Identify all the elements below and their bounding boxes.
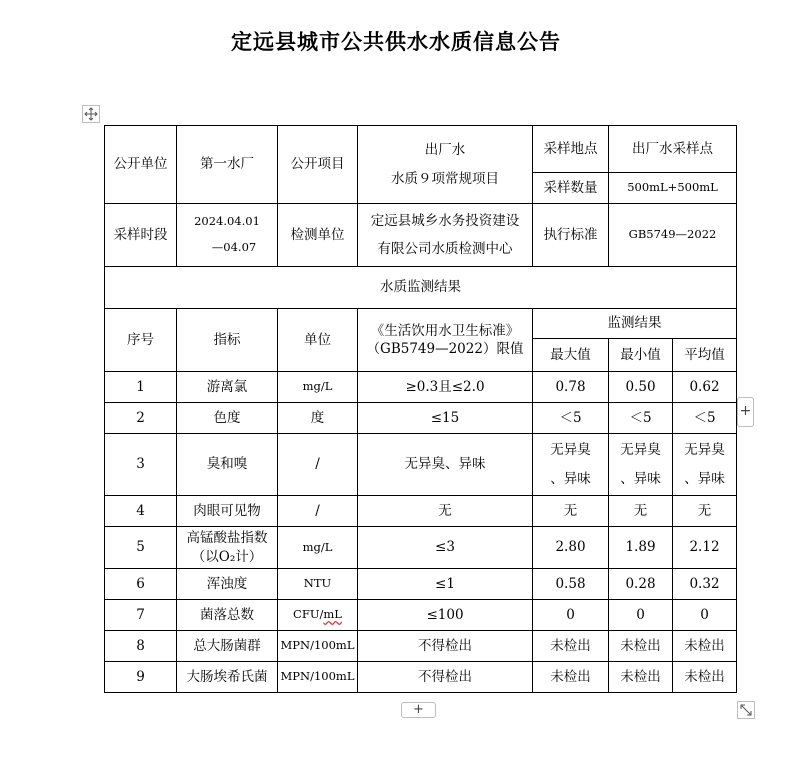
cell-unit: / bbox=[278, 434, 358, 496]
cell-limit: ≤3 bbox=[358, 527, 533, 569]
cell-min: 未检出 bbox=[609, 662, 673, 693]
header-results: 监测结果 bbox=[533, 309, 737, 339]
header-unit: 单位 bbox=[278, 309, 358, 372]
value-testing-unit-line1: 定远县城乡水务投资建设 bbox=[370, 212, 520, 229]
table-row bbox=[105, 569, 737, 600]
value-publishing-unit: 第一水厂 bbox=[177, 126, 278, 204]
header-indicator: 指标 bbox=[177, 309, 278, 372]
cell-avg-line1: 无异臭 bbox=[684, 442, 725, 459]
label-sampling-period: 采样时段 bbox=[105, 204, 177, 267]
label-publishing-item: 公开项目 bbox=[278, 126, 358, 204]
cell-limit: ≤15 bbox=[358, 403, 533, 434]
label-testing-unit: 检测单位 bbox=[278, 204, 358, 267]
water-quality-table bbox=[104, 125, 737, 693]
info-row-1a bbox=[105, 126, 737, 173]
value-sampling-period-line1: 2024.04.01 bbox=[194, 214, 260, 229]
cell-unit-prefix: CFU/ bbox=[293, 607, 324, 622]
cell-unit: NTU bbox=[278, 569, 358, 600]
cell-indicator: 总大肠菌群 bbox=[177, 631, 278, 662]
spellcheck-underline-text[interactable]: mL bbox=[323, 607, 342, 622]
cell-indicator: 大肠埃希氏菌 bbox=[177, 662, 278, 693]
cell-no: 5 bbox=[105, 527, 177, 569]
header-min: 最小值 bbox=[609, 339, 673, 372]
cell-min: 1.89 bbox=[609, 527, 673, 569]
value-publishing-item-line2: 水质９项常规项目 bbox=[391, 170, 499, 187]
cell-indicator: 游离氯 bbox=[177, 372, 278, 403]
label-sampling-site: 采样地点 bbox=[533, 126, 609, 173]
table-row bbox=[105, 527, 737, 569]
cell-no: 8 bbox=[105, 631, 177, 662]
table-resize-handle[interactable] bbox=[737, 701, 755, 719]
cell-no: 6 bbox=[105, 569, 177, 600]
table-row bbox=[105, 434, 737, 496]
cell-indicator: 色度 bbox=[177, 403, 278, 434]
cell-indicator bbox=[177, 527, 278, 569]
label-publishing-unit: 公开单位 bbox=[105, 126, 177, 204]
cell-min bbox=[609, 434, 673, 496]
cell-unit: 度 bbox=[278, 403, 358, 434]
cell-no: 4 bbox=[105, 496, 177, 527]
header-limit-line1: 《生活饮用水卫生标准》 bbox=[370, 322, 520, 339]
label-standard: 执行标准 bbox=[533, 204, 609, 267]
value-sampling-site: 出厂水采样点 bbox=[609, 126, 737, 173]
header-limit bbox=[358, 309, 533, 372]
section-row bbox=[105, 267, 737, 309]
cell-avg: 0.62 bbox=[673, 372, 737, 403]
header-limit-line2: （GB5749—2022）限值 bbox=[366, 341, 524, 357]
table-row bbox=[105, 662, 737, 693]
value-sampling-period-line2: —04.07 bbox=[211, 240, 257, 254]
cell-avg-line2: 、异味 bbox=[684, 470, 725, 487]
info-row-2 bbox=[105, 204, 737, 267]
cell-max: 2.80 bbox=[533, 527, 609, 569]
cell-limit: 不得检出 bbox=[358, 631, 533, 662]
cell-limit: 无异臭、异味 bbox=[358, 434, 533, 496]
cell-no: 9 bbox=[105, 662, 177, 693]
header-max: 最大值 bbox=[533, 339, 609, 372]
table-row bbox=[105, 403, 737, 434]
add-row-button[interactable]: + bbox=[401, 702, 436, 718]
cell-max: 未检出 bbox=[533, 631, 609, 662]
cell-limit: 不得检出 bbox=[358, 662, 533, 693]
cell-unit: mg/L bbox=[278, 372, 358, 403]
table-row bbox=[105, 496, 737, 527]
resize-icon bbox=[738, 702, 754, 718]
cell-limit: ≥0.3且≤2.0 bbox=[358, 372, 533, 403]
cell-unit: MPN/100mL bbox=[278, 662, 358, 693]
cell-min: 未检出 bbox=[609, 631, 673, 662]
value-sample-quantity: 500mL+500mL bbox=[609, 173, 737, 204]
cell-unit bbox=[278, 600, 358, 631]
table-move-handle[interactable] bbox=[82, 105, 100, 123]
value-sampling-period bbox=[177, 204, 278, 267]
cell-max-line2: 、异味 bbox=[550, 470, 591, 487]
cell-avg: 未检出 bbox=[673, 662, 737, 693]
cell-max: 未检出 bbox=[533, 662, 609, 693]
add-column-button[interactable]: + bbox=[737, 397, 754, 427]
cell-indicator: 臭和嗅 bbox=[177, 434, 278, 496]
cell-max: 无 bbox=[533, 496, 609, 527]
cell-indicator: 菌落总数 bbox=[177, 600, 278, 631]
table-row bbox=[105, 372, 737, 403]
cell-max-line1: 无异臭 bbox=[550, 442, 591, 459]
cell-unit: mg/L bbox=[278, 527, 358, 569]
cell-avg: 2.12 bbox=[673, 527, 737, 569]
cell-unit: / bbox=[278, 496, 358, 527]
value-standard: GB5749—2022 bbox=[609, 204, 737, 267]
cell-indicator-line2: （以O₂计） bbox=[191, 548, 263, 565]
cell-max: 0 bbox=[533, 600, 609, 631]
cell-min: 0.28 bbox=[609, 569, 673, 600]
cell-indicator: 肉眼可见物 bbox=[177, 496, 278, 527]
page-title: 定远县城市公共供水水质信息公告 bbox=[231, 29, 561, 54]
cell-min: 0 bbox=[609, 600, 673, 631]
move-icon bbox=[83, 106, 99, 122]
cell-min: ＜5 bbox=[609, 403, 673, 434]
value-testing-unit bbox=[358, 204, 533, 267]
cell-min: 无 bbox=[609, 496, 673, 527]
cell-limit: ≤100 bbox=[358, 600, 533, 631]
header-no: 序号 bbox=[105, 309, 177, 372]
cell-min: 0.50 bbox=[609, 372, 673, 403]
cell-no: 3 bbox=[105, 434, 177, 496]
header-row-1 bbox=[105, 309, 737, 339]
cell-no: 1 bbox=[105, 372, 177, 403]
cell-avg: 0.32 bbox=[673, 569, 737, 600]
cell-avg bbox=[673, 434, 737, 496]
cell-min-line2: 、异味 bbox=[620, 470, 661, 487]
value-publishing-item-line1: 出厂水 bbox=[424, 142, 466, 159]
cell-unit: MPN/100mL bbox=[278, 631, 358, 662]
cell-avg: 无 bbox=[673, 496, 737, 527]
table-row bbox=[105, 631, 737, 662]
cell-avg: 未检出 bbox=[673, 631, 737, 662]
cell-max: 0.58 bbox=[533, 569, 609, 600]
label-sample-quantity: 采样数量 bbox=[533, 173, 609, 204]
value-testing-unit-line2: 有限公司水质检测中心 bbox=[377, 241, 513, 257]
cell-min-line1: 无异臭 bbox=[620, 442, 661, 459]
value-publishing-item bbox=[358, 126, 533, 204]
cell-max: 0.78 bbox=[533, 372, 609, 403]
cell-limit: ≤1 bbox=[358, 569, 533, 600]
cell-indicator-line1: 高锰酸盐指数 bbox=[186, 530, 268, 547]
cell-no: 7 bbox=[105, 600, 177, 631]
cell-max bbox=[533, 434, 609, 496]
cell-limit: 无 bbox=[358, 496, 533, 527]
header-avg: 平均值 bbox=[673, 339, 737, 372]
cell-avg: 0 bbox=[673, 600, 737, 631]
cell-no: 2 bbox=[105, 403, 177, 434]
cell-avg: ＜5 bbox=[673, 403, 737, 434]
cell-indicator: 浑浊度 bbox=[177, 569, 278, 600]
cell-max: ＜5 bbox=[533, 403, 609, 434]
table-row bbox=[105, 600, 737, 631]
section-title: 水质监测结果 bbox=[105, 267, 737, 309]
